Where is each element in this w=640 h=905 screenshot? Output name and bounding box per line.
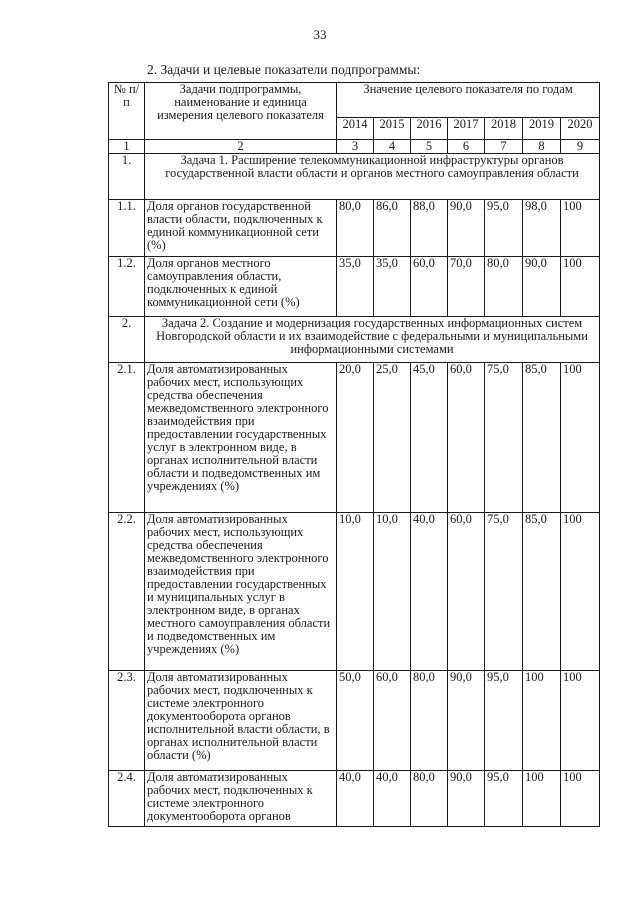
indicator-value: 25,0 — [374, 363, 411, 513]
header-year: 2018 — [485, 118, 523, 140]
indicator-value: 90,0 — [448, 771, 485, 827]
row-number: 2.2. — [109, 513, 145, 671]
indicator-value: 60,0 — [411, 257, 448, 317]
indicator-value: 95,0 — [485, 771, 523, 827]
header-year: 2019 — [523, 118, 561, 140]
task-title: Задача 2. Создание и модернизация государственных информационных систем Новгородской области и их взаимодействие с федеральными и муниципальными информационными системами — [145, 317, 600, 363]
indicator-value: 40,0 — [374, 771, 411, 827]
indicator-value: 90,0 — [523, 257, 561, 317]
indicator-value: 60,0 — [448, 513, 485, 671]
indicator-value: 40,0 — [411, 513, 448, 671]
indicator-value: 35,0 — [374, 257, 411, 317]
indicator-value: 60,0 — [374, 671, 411, 771]
col-number: 4 — [374, 140, 411, 154]
col-number: 1 — [109, 140, 145, 154]
indicator-value: 98,0 — [523, 200, 561, 257]
indicator-text: Доля органов местного самоуправления области, подключенных к единой коммуникационной сети (%) — [145, 257, 337, 317]
indicator-text: Доля автоматизированных рабочих мест, подключенных к системе электронного документооборота органов исполнительной власти области, в органах исполнительной власти области (%) — [145, 671, 337, 771]
indicator-value: 90,0 — [448, 671, 485, 771]
indicator-text: Доля автоматизированных рабочих мест, использующих средства обеспечения межведомственного электронного взаимодействия при предоставлении государственных и муниципальных услуг в электронном виде, в органах местного самоуправления области и подведомственных им учреждениях (%) — [145, 513, 337, 671]
indicator-value: 70,0 — [448, 257, 485, 317]
indicator-value: 95,0 — [485, 200, 523, 257]
header-year: 2020 — [561, 118, 600, 140]
row-number: 1. — [109, 154, 145, 200]
indicator-text: Доля автоматизированных рабочих мест, использующих средства обеспечения межведомственного электронного взаимодействия при предоставлении государственных услуг в электронном виде, в органах исполнительной власти области и подведомственных им учреждениях (%) — [145, 363, 337, 513]
indicator-value: 88,0 — [411, 200, 448, 257]
indicator-text: Доля автоматизированных рабочих мест, подключенных к системе электронного документооборота органов — [145, 771, 337, 827]
col-number: 5 — [411, 140, 448, 154]
col-number: 7 — [485, 140, 523, 154]
indicator-value: 90,0 — [448, 200, 485, 257]
row-number: 2.4. — [109, 771, 145, 827]
indicator-value: 50,0 — [337, 671, 374, 771]
indicator-value: 86,0 — [374, 200, 411, 257]
header-year: 2015 — [374, 118, 411, 140]
indicator-value: 20,0 — [337, 363, 374, 513]
indicator-value: 80,0 — [337, 200, 374, 257]
indicator-value: 100 — [561, 513, 600, 671]
indicator-value: 100 — [561, 257, 600, 317]
header-task: Задачи подпрограммы, наименование и единица измерения целевого показателя — [145, 83, 337, 140]
indicator-value: 35,0 — [337, 257, 374, 317]
page-number: 33 — [313, 27, 327, 42]
header-year: 2014 — [337, 118, 374, 140]
col-number: 6 — [448, 140, 485, 154]
indicator-value: 100 — [561, 771, 600, 827]
col-number: 8 — [523, 140, 561, 154]
indicator-value: 100 — [561, 671, 600, 771]
indicator-value: 10,0 — [337, 513, 374, 671]
indicator-value: 80,0 — [485, 257, 523, 317]
indicator-value: 80,0 — [411, 771, 448, 827]
col-number: 3 — [337, 140, 374, 154]
indicator-value: 10,0 — [374, 513, 411, 671]
col-number: 2 — [145, 140, 337, 154]
indicator-value: 40,0 — [337, 771, 374, 827]
indicator-value: 75,0 — [485, 513, 523, 671]
indicator-value: 80,0 — [411, 671, 448, 771]
row-number: 1.2. — [109, 257, 145, 317]
row-number: 2.1. — [109, 363, 145, 513]
col-number: 9 — [561, 140, 600, 154]
indicator-value: 95,0 — [485, 671, 523, 771]
indicator-value: 100 — [561, 363, 600, 513]
row-number: 2. — [109, 317, 145, 363]
row-number: 1.1. — [109, 200, 145, 257]
task-title: Задача 1. Расширение телекоммуникационной инфраструктуры органов государственной власти области и органов местного самоуправления области — [145, 154, 600, 200]
header-num: № п/п — [109, 83, 145, 140]
indicator-value: 85,0 — [523, 513, 561, 671]
indicator-value: 60,0 — [448, 363, 485, 513]
indicator-value: 100 — [523, 671, 561, 771]
section-heading: 2. Задачи и целевые показатели подпрограммы: — [147, 62, 421, 77]
target-indicators-table — [108, 82, 600, 827]
indicator-value: 85,0 — [523, 363, 561, 513]
header-value-group: Значение целевого показателя по годам — [337, 83, 600, 118]
indicator-text: Доля органов государственной власти области, подключенных к единой коммуникационной сети (%) — [145, 200, 337, 257]
indicator-value: 100 — [523, 771, 561, 827]
header-year: 2017 — [448, 118, 485, 140]
indicator-value: 45,0 — [411, 363, 448, 513]
indicator-value: 100 — [561, 200, 600, 257]
row-number: 2.3. — [109, 671, 145, 771]
indicator-value: 75,0 — [485, 363, 523, 513]
header-year: 2016 — [411, 118, 448, 140]
